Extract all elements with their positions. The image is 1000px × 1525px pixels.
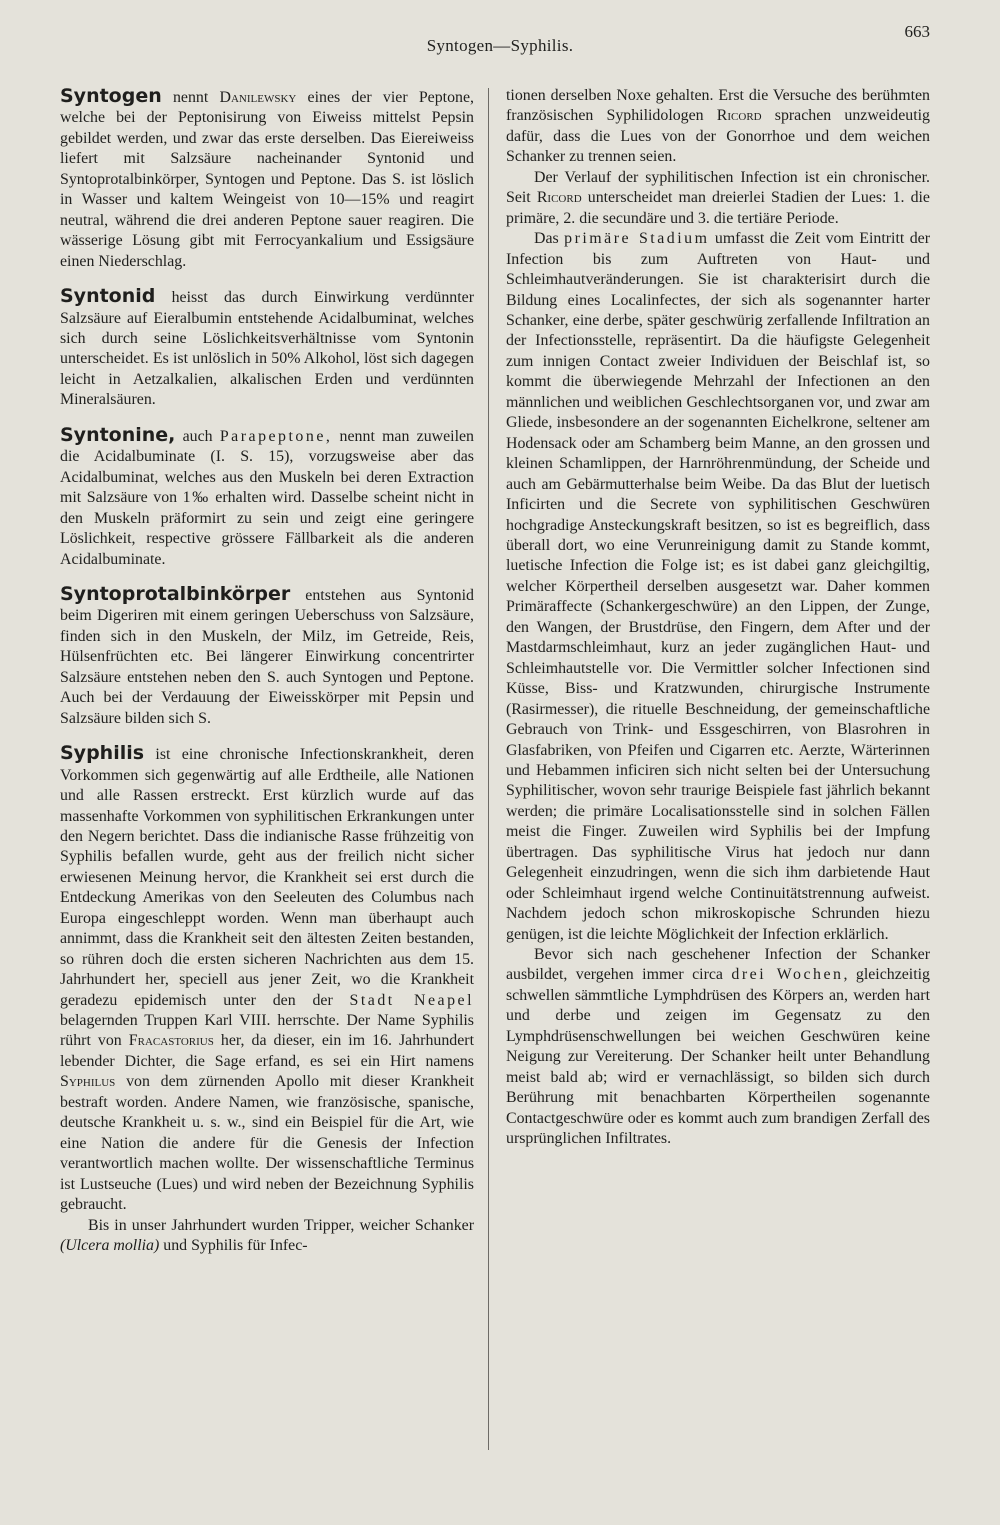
paragraph-verlauf [506,168,930,229]
running-title: Syntogen—Syphilis. [426,36,574,55]
paragraph-text: , gleichzeitig schwellen sämmtliche Lymphdrüsen des Körpers an, werden hart und derbe und zeigen im Gegensatz zu den Lymphdrüsenschwellungen bei weichen Geschwüren keine Neigung zur Vereiterung. Der Schanker heilt unter Behandlung meist bald ab; wird er vernachlässigt, so bilden sich durch Berührung mit benachbarten Körpertheilen sogenannte Contactgeschwüre oder es kommt auch zum brandigen Zerfall des ursprünglichen Infiltrates. [506,966,930,1148]
entry-text: entstehen aus Syntonid beim Digeriren mit einem geringen Ueberschuss von Salzsäure, finden sich in den Muskeln, der Milz, im Getreide, Reis, Hülsenfrüchten etc. Bei längerer Einwirkung concentrirter Salzsäure entstehen neben den S. auch Syntogen und Peptone. Auch bei der Verdauung der Eiweisskörper mit Pepsin und Salzsäure bilden sich S. [60,586,474,727]
paragraph-text: Bevor sich nach geschehener Infection der Schanker ausbildet, vergehen immer circa [506,946,930,984]
spaced-term: Stadt Neapel [349,991,474,1009]
headword-syntoprotalbinkoerper: Syntoprotalbinkörper [60,582,291,605]
paragraph-bis [60,1216,474,1257]
spaced-term: drei Wochen [731,966,844,984]
entry-text: ist eine chronische Infectionskrankheit, deren Vorkommen sich gegenwärtig auf alle Erdtheile, alle Nationen und alle Rassen erstreckt. Erst kürzlich wurde auf das massenhafte Vorkommen von syphilitischen Erkrankungen unter den Negern berichtet. Dass die indianische Rasse frühzeitig von Syphilis befallen wurde, geht aus der freilich nicht sicher erwiesenen Meinung hervor, die Krankheit sei erst durch die Entdeckung Amerikas von den Seeleuten des Columbus nach Europa eingeschleppt worden. Wenn man überhaupt auch annimmt, dass die Krankheit seit den ältesten Zeiten bestanden, so rühren doch die ersten sicheren Nachrichten aus dem 15. Jahrhundert her, speciell aus jener Zeit, wo die Krankheit geradezu epidemisch unter den der [60,746,474,1009]
page-number: 663 [904,22,930,41]
entry-text: eines der vier Peptone, welche bei der Peptonisirung von Eiweiss mittelst Pepsin gebildet werden, und zwar das erste derselben. Das Eiereiweiss liefert mit Salzsäure nacheinander Syntonid und Syntoprotalbinkörper, Syntogen und Peptone. Das S. ist löslich in Wasser und kaltem Weingeist von 10—15% und reagirt neutral, während die drei anderen Peptone sauer reagiren. Die wässerige Lösung gibt mit Ferrocyankalium und Essigsäure einen Niederschlag. [60,89,475,270]
headword-syntonine: Syntonine, [60,423,176,446]
paragraph-text: sprachen unzweideutig dafür, dass die Lues von der Gonorrhoe und dem weichen Schanker zu trennen seien. [506,107,930,166]
spaced-term: primäre Stadium [564,230,710,248]
entry-text: nennt [161,89,220,106]
entry-text: belagernden Truppen Karl VIII. herrschte. Der Name Syphilis rührt von [60,1012,474,1050]
entry-text: auch [175,427,220,445]
author-name: Ricord [716,107,762,125]
entry-syntoprotalbinkoerper [60,584,474,729]
paragraph-text: umfasst die Zeit vom Eintritt der Infection bis zum Auftreten von Haut- und Schleimhautveränderungen. Sie ist charakterisirt durch die Bildung eines Localinfectes, der sich als sogenannter harter Schanker, eine derbe, später geschwürig zerfallende Infiltration an der Infectionsstelle, repräsentirt. Da die häufigste Gelegenheit zum innigen Contact zweier Individuen der Beischlaf ist, so kommt die überwiegende Mehrzahl der Infectionen an den männlichen und weiblichen Geschlechtsorganen vor, und zwar am Gliede, insbesondere an der sogenannten Eichelkrone, seltener am Hodensack oder am Schamberg beim Manne, an den grossen und kleinen Schamlippen, der Harnröhrenmündung, der Scheide und auch am Gebärmutterhalse beim Weibe. Da das Blut der luetisch Inficirten und die Secrete von syphilitischen Geschwüren hochgradige Ansteckungskraft besitzen, so ist es begreiflich, dass überall dort, wo eine Verunreinigung damit zu Stande kommt, luetische Infection die Folge ist; es ist dabei ganz gleichgiltig, welcher Körpertheil derselben ausgesetzt war. Daher kommen Primäraffecte (Schankergeschwüre) an den Lippen, der Zunge, den Wangen, der Brustdrüse, den Fingern, dem After und der Mastdarmschleimhaut, kurz an jeder zugänglichen Haut- und Schleimhautstelle vor. Die Vermittler solcher Infectionen sind Küsse, Biss- und Kratzwunden, chirurgische Instrumente (Rasirmesser), die rituelle Beschneidung, der gemeinschaftliche Gebrauch von Trink- und Essgeschirren, von Blasrohren in Glasfabriken, von Pfeifen und Cigarren etc. Aerzte, Wärterinnen und Hebammen inficiren sich nicht selten bei der Untersuchung Syphilitischer, wovon sehr traurige Beispiele fast jährlich bekannt werden; die primäre Localisationsstelle sind in solchen Fällen meist die Finger. Zuweilen wird Syphilis bei der Impfung übertragen. Das syphilitische Virus hat jedoch nur dann Gelegenheit einzudringen, wenn die sich ihm darbietende Haut oder Schleimhaut irgend welche Continuitätstrennung aufweist. Nachdem jedoch schon mikroskopische Schrunden hiezu genügen, ist die leichte Möglichkeit der Infection erklärlich. [506,230,930,943]
entry-syntogen [60,86,474,272]
paragraph-text: unterscheidet man dreierlei Stadien der Lues: 1. die primäre, 2. die secundäre und 3. die tertiäre Periode. [506,189,930,227]
spaced-term: Parapeptone, [219,427,333,445]
author-name: Fracastorius [128,1032,214,1050]
entry-syntonine [60,425,474,570]
author-name: Danilewsky [219,89,297,106]
entry-text: nennt man zuweilen die Acidalbuminate (I. S. 15), vorzugsweise aber das Acidalbuminat, welches aus den Muskeln bei deren Extraction mit Salzsäure von 1‰ erhalten wird. Dasselbe scheint nicht in den Muskeln präformirt zu sein und zeigt eine geringere Löslichkeit, respective grössere Fällbarkeit als die anderen Acidalbuminate. [60,427,474,568]
left-column [60,86,474,1256]
paragraph-primaeres-stadium [506,229,930,945]
entry-text: von dem zürnenden Apollo mit dieser Krankheit bestraft worden. Andere Namen, wie französische, spanische, deutsche Krankheit u. s. w., sind ein Beispiel für die Art, wie eine Nation die andere für die Genesis der Infection verantwortlich machen wollte. Der wissenschaftliche Terminus ist Lustseuche (Lues) und wird neben der Bezeichnung Syphilis gebraucht. [60,1073,474,1214]
paragraph-text: Bis in unser Jahrhundert wurden Tripper, weicher Schanker [88,1216,474,1234]
paragraph-text: Das [534,230,565,248]
entry-text: heisst das durch Einwirkung verdünnter Salzsäure auf Eieralbumin entstehende Acidalbuminat, welches sich durch seine Löslichkeitsverhältnisse vom Syntonin unterscheidet. Es ist unlöslich in 50% Alkohol, löst sich dagegen leicht in Aetzalkalien, alkalischen Erden und verdünnten Mineralsäuren. [60,289,474,409]
headword-syntogen: Syntogen [60,85,162,107]
entry-syphilis [60,743,474,1215]
author-name: Ricord [536,189,582,207]
italic-term: (Ulcera mollia) [60,1237,160,1255]
headword-syphilis: Syphilis [60,742,145,765]
proper-name: Syphilus [60,1073,116,1091]
column-divider [488,88,489,1450]
right-column [506,86,930,1150]
headword-syntonid: Syntonid [60,285,156,308]
paragraph-bevor [506,945,930,1150]
paragraph-text: Der Verlauf der syphilitischen Infection ist ein chronischer. Seit [506,168,930,207]
paragraph-continuation [506,86,930,168]
paragraph-text: tionen derselben Noxe gehalten. Erst die Versuche des berühmten französischen Syphilidologen [506,87,930,125]
paragraph-text: und Syphilis für Infec- [159,1237,308,1255]
entry-text: her, da dieser, ein im 16. Jahrhundert lebender Dichter, die Sage erfand, es sei ein Hirt namens [60,1032,475,1070]
entry-syntonid [60,286,474,411]
